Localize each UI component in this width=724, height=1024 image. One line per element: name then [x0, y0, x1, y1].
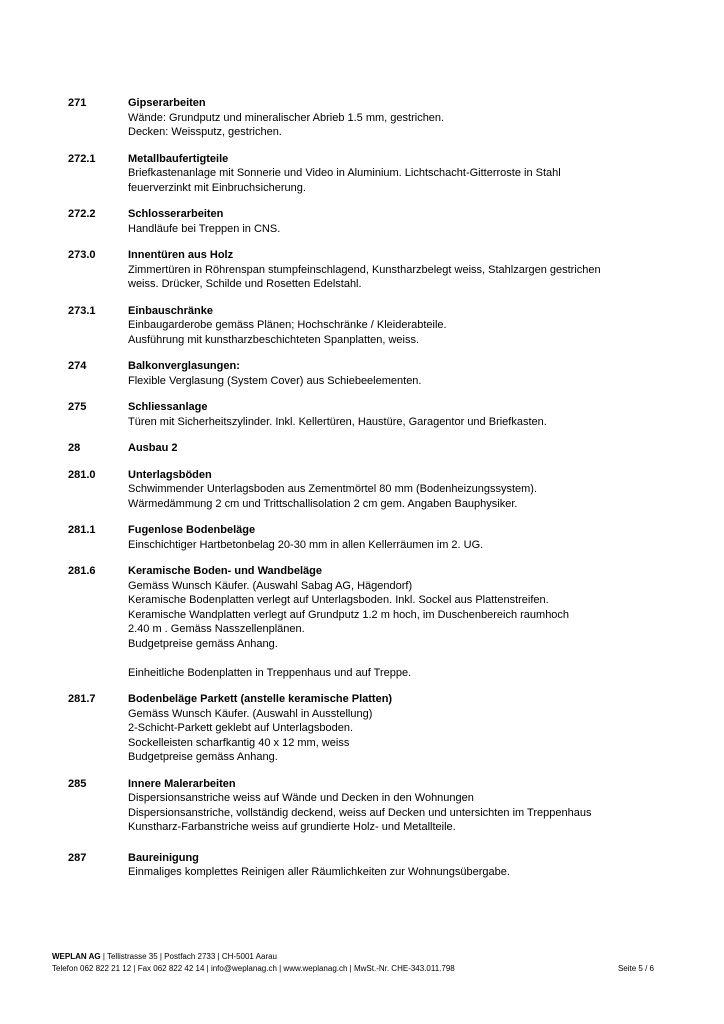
- spec-section: [68, 207, 664, 236]
- section-body: [128, 777, 664, 835]
- spec-section: [68, 400, 664, 429]
- page-number: Seite 5 / 6: [617, 964, 654, 973]
- spec-section: [68, 523, 664, 552]
- section-title: Schliessanlage: [128, 401, 208, 413]
- text-line: weiss. Drücker, Schilde und Rosetten Edelstahl.: [128, 278, 362, 290]
- spec-section: [68, 304, 664, 348]
- section-text: [128, 707, 664, 765]
- section-title: Bodenbeläge Parkett (anstelle keramische Platten): [128, 693, 393, 705]
- text-line: Sockelleisten scharfkantig 40 x 12 mm, weiss: [128, 736, 350, 749]
- section-text: [128, 166, 664, 195]
- text-line: Wände: Grundputz und mineralischer Abrieb 1.5 mm, gestrichen.: [128, 111, 445, 124]
- text-line: Türen mit Sicherheitszylinder. Inkl. Kellertüren, Haustüre, Garagentor und Briefkasten.: [128, 415, 547, 428]
- section-number: 281.7: [68, 693, 96, 705]
- section-title: Einbauschränke: [128, 304, 213, 317]
- footer-info: [52, 951, 455, 975]
- section-body: [128, 523, 664, 552]
- section-title: Fugenlose Bodenbeläge: [128, 524, 256, 536]
- section-number: 285: [68, 777, 87, 790]
- section-title: Gipserarbeiten: [128, 97, 206, 109]
- text-line: Flexible Verglasung (System Cover) aus Schiebeelementen.: [128, 374, 422, 387]
- spec-section: [68, 851, 664, 880]
- section-title: Innentüren aus Holz: [128, 249, 234, 261]
- section-title: Schlosserarbeiten: [128, 208, 224, 220]
- section-number: 281.1: [68, 524, 96, 536]
- section-number: 273.1: [68, 304, 96, 317]
- section-text: [128, 538, 664, 553]
- section-number: 275: [68, 401, 87, 413]
- section-number: 273.0: [68, 249, 96, 261]
- text-line: Decken: Weissputz, gestrichen.: [128, 126, 282, 138]
- text-line: 2-Schicht-Parkett geklebt auf Unterlagsboden.: [128, 722, 354, 734]
- section-body: [128, 564, 664, 680]
- text-line: Dispersionsanstriche weiss auf Wände und Decken in den Wohnungen: [128, 792, 474, 804]
- section-text: [128, 791, 664, 835]
- text-line: Einschichtiger Hartbetonbelag 20-30 mm in allen Kellerräumen im 2. UG.: [128, 538, 484, 551]
- spec-section: [68, 359, 664, 388]
- section-title: Innere Malerarbeiten: [128, 777, 236, 790]
- section-body: [128, 248, 664, 292]
- section-body: [128, 851, 664, 880]
- text-line: Einheitliche Bodenplatten in Treppenhaus und auf Treppe.: [128, 666, 412, 679]
- sections-container: [68, 96, 664, 880]
- spec-section: [68, 248, 664, 292]
- text-line: Zimmertüren in Röhrenspan stumpfeinschlagend, Kunstharzbelegt weiss, Stahlzargen gestrichen: [128, 263, 601, 276]
- spec-section: [68, 441, 664, 456]
- text-line: Handläufe bei Treppen in CNS.: [128, 222, 281, 235]
- section-number: 287: [68, 851, 87, 864]
- section-title: Baureinigung: [128, 851, 199, 864]
- text-line: Keramische Bodenplatten verlegt auf Unterlagsboden. Inkl. Sockel aus Plattenstreifen.: [128, 594, 549, 606]
- section-body: [128, 441, 664, 456]
- section-title: Unterlagsböden: [128, 468, 212, 481]
- section-number: 271: [68, 97, 87, 109]
- section-text: [128, 415, 664, 430]
- section-body: [128, 359, 664, 388]
- text-line: Budgetpreise gemäss Anhang.: [128, 637, 278, 650]
- footer-company-line: [52, 951, 455, 963]
- text-line: Einbaugarderobe gemäss Plänen; Hochschränke / Kleiderabteile.: [128, 319, 447, 331]
- spec-section: [68, 692, 664, 765]
- section-number: 274: [68, 360, 87, 372]
- section-title: Ausbau 2: [128, 442, 178, 454]
- footer-contact-line: Telefon 062 822 21 12 | Fax 062 822 42 14 | info@weplanag.ch | www.weplanag.ch | MwSt.-Nr. CHE-343.011.798: [52, 964, 455, 973]
- section-title: Keramische Boden- und Wandbeläge: [128, 565, 322, 577]
- text-line: Gemäss Wunsch Käufer. (Auswahl in Ausstellung): [128, 707, 373, 720]
- text-line: Wärmedämmung 2 cm und Trittschallisolation 2 cm gem. Angaben Bauphysiker.: [128, 497, 518, 510]
- spec-section: [68, 468, 664, 512]
- text-line: 2.40 m . Gemäss Nasszellenplänen.: [128, 623, 305, 635]
- text-line: Dispersionsanstriche, vollständig deckend, weiss auf Decken und untersichten im Treppenhaus: [128, 806, 592, 819]
- section-title: Metallbaufertigteile: [128, 152, 229, 165]
- section-body: [128, 400, 664, 429]
- text-line: Kunstharz-Farbanstriche weiss auf grundierte Holz- und Metallteile.: [128, 821, 456, 833]
- text-line: Keramische Wandplatten verlegt auf Grundputz 1.2 m hoch, im Duschenbereich raumhoch: [128, 608, 570, 621]
- section-number: 28: [68, 442, 81, 454]
- spec-sections: [68, 96, 664, 892]
- section-text: [128, 579, 664, 681]
- section-text: [128, 263, 664, 292]
- section-title: Balkonverglasungen:: [128, 360, 240, 372]
- text-line: Ausführung mit kunstharzbeschichteten Spanplatten, weiss.: [128, 333, 420, 346]
- section-body: [128, 152, 664, 196]
- spec-section: [68, 777, 664, 835]
- section-text: [128, 318, 664, 347]
- text-line: feuerverzinkt mit Einbruchsicherung.: [128, 181, 306, 194]
- section-body: [128, 692, 664, 765]
- text-line: Schwimmender Unterlagsboden aus Zementmörtel 80 mm (Bodenheizungssystem).: [128, 483, 538, 495]
- section-body: [128, 96, 664, 140]
- blank-line: [128, 651, 664, 666]
- footer-address: | Tellistrasse 35 | Postfach 2733 | CH-5001 Aarau: [100, 952, 277, 961]
- spec-section: [68, 96, 664, 140]
- section-body: [128, 304, 664, 348]
- section-number: 281.0: [68, 468, 96, 481]
- section-text: [128, 482, 664, 511]
- section-text: [128, 865, 664, 880]
- text-line: Gemäss Wunsch Käufer. (Auswahl Sabag AG, Hägendorf): [128, 579, 413, 592]
- section-number: 272.1: [68, 152, 96, 165]
- text-line: Budgetpreise gemäss Anhang.: [128, 751, 278, 763]
- section-number: 272.2: [68, 208, 96, 220]
- spec-section: [68, 564, 664, 680]
- text-line: Einmaliges komplettes Reinigen aller Räumlichkeiten zur Wohnungsübergabe.: [128, 866, 510, 878]
- section-body: [128, 468, 664, 512]
- text-line: Briefkastenanlage mit Sonnerie und Video in Aluminium. Lichtschacht-Gitterroste in Stahl: [128, 167, 561, 179]
- section-body: [128, 207, 664, 236]
- section-text: [128, 111, 664, 140]
- page-footer: [52, 951, 654, 975]
- footer-company-name: WEPLAN AG: [52, 952, 101, 961]
- spec-section: [68, 152, 664, 196]
- section-number: 281.6: [68, 565, 96, 577]
- section-text: [128, 374, 664, 389]
- section-text: [128, 222, 664, 237]
